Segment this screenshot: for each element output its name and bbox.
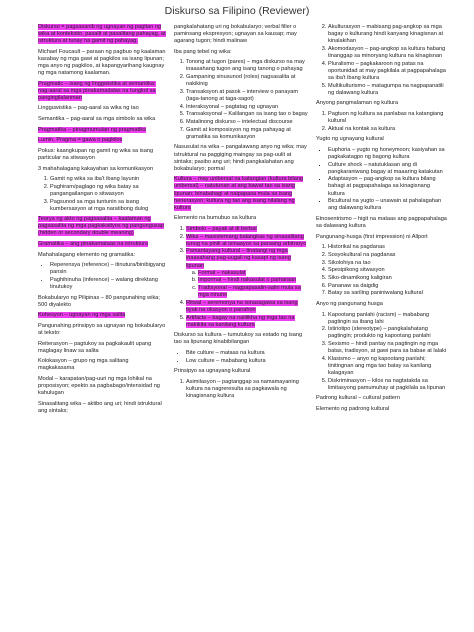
bokabularyo-paragraph: Bokabularyo ng Pilipinas – 80 pangunahing wika; 500 diyalekto [38,294,160,308]
list-item: 5. Transaksyonal – Kalilangan sa isang tao o bagay [186,111,308,118]
highlight-pragmatika: Pragmatika – pinagmumulan ng pragmatiks [38,126,146,133]
elemento-list [174,226,308,329]
list-item: • Bite culture – mataas na kultura [186,350,308,357]
anyong-list [316,111,448,133]
elemento-padrong-heading: Elemento ng padrong kultural [316,406,390,412]
list-item: 7. Gamit at komposisyon ng mga pahayag at gramatika sa komunikasyon [186,127,308,141]
highlight-diskurso: Diskurso = pagsasanib ng ugnayan ng pagitan ng wika at kontekstio, pasalit at pasalitang pahayag, at istruktura at tunay na gamit ng pahayag. [38,24,166,45]
column-2 [174,24,308,404]
list-item: • Paghihinuha (inference) – walang direktang tinutukoy [50,277,166,291]
highlight-lumin: Lumin, Pragma = gawa o pagkilos [38,137,123,144]
list-item: ▪ Euphoria – yugto ng honeymoon; kasiyahan sa pagkakatagpo ng bagong kultura [328,147,448,161]
list-item: 1. Historikal na pagdanas [328,244,448,251]
list-item: 2. Aktual na kontak sa kultura [328,126,448,133]
highlight-teorya: Teorya ng akto ng pagsasalita – kaalaman ng pagsasalita ng mga pagkakatiyos ng pangungusap (hidden or secondary double meaning) [38,216,164,237]
column-3 [316,24,448,417]
list-item: 6. Pananaw sa daigdig [328,283,448,290]
tatlong-kakayahan-heading: 3 mahahalagang kakayahan sa komunikasyon [38,165,154,172]
reiterasyon-paragraph: Reiterasyon – pagtukoy sa pagkakaulit upang maglagay linaw sa salita [38,340,152,354]
column-1 [38,24,166,419]
highlight-ritwal: Ritwal – seremonya na isinasagawa sa isang tiyak na okasyon o panahon [186,299,298,313]
kakayahan-list [38,176,166,213]
foucault-paragraph: Michael Foucault – paraan ng pagbuo ng kaalaman kasabay ng mga gawi at pagkilos sa isang lipunan; mga anyo ng pagkilos, at kapangyarihang kaugnay ng mga natamong kaalaman. [38,48,166,77]
diskurso-kultura-paragraph: Diskurso sa kultura – tumutukoy sa estado ng isang tao sa lipunang kinabibilangan [174,332,303,346]
anyo-list [316,312,448,392]
gramatika-elements-list [38,262,166,291]
list-item: 2. Sosyokultural na pagdanas [328,252,448,259]
highlight-artifacts: Artifacts – bagay na nalilikha ng mga tao na makikita sa kanilang kultura [186,314,295,328]
list-item: 3. Sexismo – hindi pantay na pagtingin ng mga batas, tradisyon, at gawi para sa babae at lalaki [328,341,448,355]
list-item: 1. Gamit ng wika sa iba't ibang layunin [50,176,166,183]
highlight-formal: Formal – nakasulat [198,269,246,276]
list-item: ▪ Adaptasyon – pag-angkop sa kultura bilang bahagi at pagpapahalaga sa kinagisnang kultura [328,176,448,197]
lingguwistika-paragraph: Lingguwistika – pag-aaral sa wika ng tao [38,105,139,112]
pangunang-husga-heading: Pangunang-husga (first impression) ni Allport [316,233,428,240]
highlight-kultura: Kultura – may unibersal na katangian (kultura bilang unibersal) – natutunan at ang bawat tao sa isang lipunan; binabahagi at naipapasa mula sa isang henerasyon; kultura ng tao ang isang nilalang ng kultura [174,176,304,211]
list-item: 3. Transaksyon at pasok – interview o panayam (taga-tanong at taga-sagot) [186,89,308,103]
document-title: Diskurso sa Filipino (Reviewer) [164,5,310,17]
modal-paragraph: Modal – karapatan/pag-uuri ng mga lohikal na proposisyon; epekto sa pagbabago/intensidad ng kahulugan [38,376,160,397]
list-item: 1. Asimilasyon – pagtanggap sa namamayaning kultura na nagreresulta sa pagkawala ng kinagisnang kultura [186,379,308,400]
sinasalitang-paragraph: Sinasalitang wika – aktibo ang uri; hindi istruktural ang sintaks; [38,400,162,414]
etnosentrismo-paragraph: Etnosentrismo – higit na mataas ang pagpapahalaga sa dalawang kultura [316,215,447,229]
list-item: 6. Matalinong diskurso – intelectual discourse [186,119,308,126]
anyong-heading: Anyong pangmalaman ng kultura [316,100,399,107]
list-item: • Reperensya (reference) – itinutura/binibigyang pansin [50,262,166,276]
list-item: 5. Multikulturismo – matagumpa na nagpapanatili ng dalawang kultura [328,83,448,97]
list-item: • Low culture – mababang kultura [186,358,308,365]
list-item: 2. Istiriotipo (stereotype) – pangkalahatang pagtingin; produkto ng kapootang panlahi [328,326,448,340]
yugto-list [316,147,448,213]
semantika-paragraph: Semantika – pag-aaral sa mga simbolo sa wika [38,116,156,123]
list-item: 3. Sikolohiya na tao [328,260,448,267]
elemento-heading: Elemento na bumubuo sa kultura [174,215,257,222]
list-item: 7. Batay sa sariling paniniwalang kultural [328,290,448,297]
iba-pang-tebel-heading: Iba pang tebel ng wika: [174,48,232,55]
list-item: 2. Akulturasyon – mabisang pag-angkop sa mga bagay o kulturang hindi kanyang kinagisnan at kinalakihan [328,24,448,45]
mahahalaga-heading: Mahahalagang elemento ng gramatika: [38,251,136,258]
highlight-pragmatic: Pragmatic – isang ng linggwistika at semantika: nag-aaral sa mga pinakamadalas na tungkol sa pangingilalanman [38,80,156,101]
intro-paragraph: pangkalahatang uri ng bokabularyo; verbal filler o paminsang ekspresyon; ugnayan sa kausap; may agarang tugon; hindi malinaw [174,24,297,45]
list-item: ▪ Culture shock – natutuklasan ang di pangkaraniwang bagay at maaaring katakutan [328,162,448,176]
highlight-pamantayan: Pamantayang kultural – tinatangi ng mga inaasahang pag-uugali ng kasapi ng isang lipunan [186,248,291,269]
nasusulat-paragraph: Nasusulat na wika – pangalawang anyo ng wika; may istruktural na paggiging maingay sa pag-uulit at sintaks; pasibo ang uri; hindi pangkalahatan ang bokabularyo; pormal [174,144,307,172]
list-item: 1. Kapootang panlahi (racism) – mababang pagtingin sa ibang lahi [328,312,448,326]
kolokasyon-paragraph: Kolokasyon – grupo ng mga salitang magkakasama [38,358,129,372]
pangunahing-paragraph: Pangunahing prinsipyo sa ugnayan ng bokabularyo at teksto: [38,322,166,337]
list-item: 3. Pagsunod sa mga tuntunin sa isang kumbersasyon at mga naratibong dulog [50,199,166,213]
allport-list [316,244,448,297]
list-item: 5. Siko-dinamikong kaligiran [328,275,448,282]
highlight-gramatika: Gramatika – ang pinakamataas na istruktura [38,241,149,248]
yugto-heading: Yugto ng ugnayang kultural [316,136,384,143]
list-item: 5. Diskriminasyon – kilos na nagtatakda sa limitasyong pamumuhay at pagkilala sa lipunan [328,378,448,392]
pokus-paragraph: Pokus: kaangkupan ng gamit ng wika sa isang particular na sitwasyon [38,147,154,161]
list-item: 4. Interaksyonal – pagtatag ng ugnayan [186,104,308,111]
ugnayang-kultural-list [316,24,448,97]
list-item: 4. Klasismo – anyo ng kapootang panlahi; tinitingnan ang mga tao batay sa kanilang kalagayan [328,356,448,377]
list-item: 4. Spesipikong sitwasyon [328,267,448,274]
highlight-kohesyon: Kohesyon – ugnayan ng mga salita [38,312,126,319]
list-item: 2. Paghiram/paglago ng wika batay sa pangangailangan o sitwasyon [50,184,166,198]
highlight-wika: Wika – masistemang balangkas ng sinasalitang tunog na pinili at isinaayos sa paraang arbitraryo [186,233,307,247]
pamantayan-sublist [186,270,308,300]
tebel-list [174,59,308,141]
anyo-heading: Anyo ng pangunang husga [316,300,383,307]
list-item: 1. Tonong at tugon (pares) – mga diskurso na may inaasahang tugon ang isang tanong o pahayag [186,59,308,73]
list-item: 4. Pluralismo – pagkakaroon ng patas na oportunidad at may pagkilala at pagpapahalaga sa iba't ibang kultura [328,61,448,82]
list-item: 3. Akomodasyon – pag-angkop sa kultura habang tinanggap sa minoryang kultura na kinagisnan [328,46,448,60]
padrong-paragraph: Padrong kultural – cultural pattern [316,395,400,402]
list-item: 1. Pagtuon ng kultura sa panlabas na katangiang kultural [328,111,448,125]
list-item: 2. Gampaning sinusunod (roles) nagsasalita at nakikinig [186,74,308,88]
prinsipyo-heading: Prinsipyo sa ugnayang kultural [174,368,251,375]
highlight-simbolo: Simbolo – payak at di berbal [186,225,257,232]
list-item: ▪ Bicultural na yugto – unawain at pahalagahan ang dalawang kultura [328,198,448,212]
highlight-impormal: Impormal – hindi nakasulat o pamaraan [198,277,297,284]
prinsipyo-list [174,379,308,400]
highlight-tradisyonal: Tradisyonal – nagpapasalin-salin mula sa mga ninuno [198,285,301,299]
culture-level-list [174,350,308,365]
